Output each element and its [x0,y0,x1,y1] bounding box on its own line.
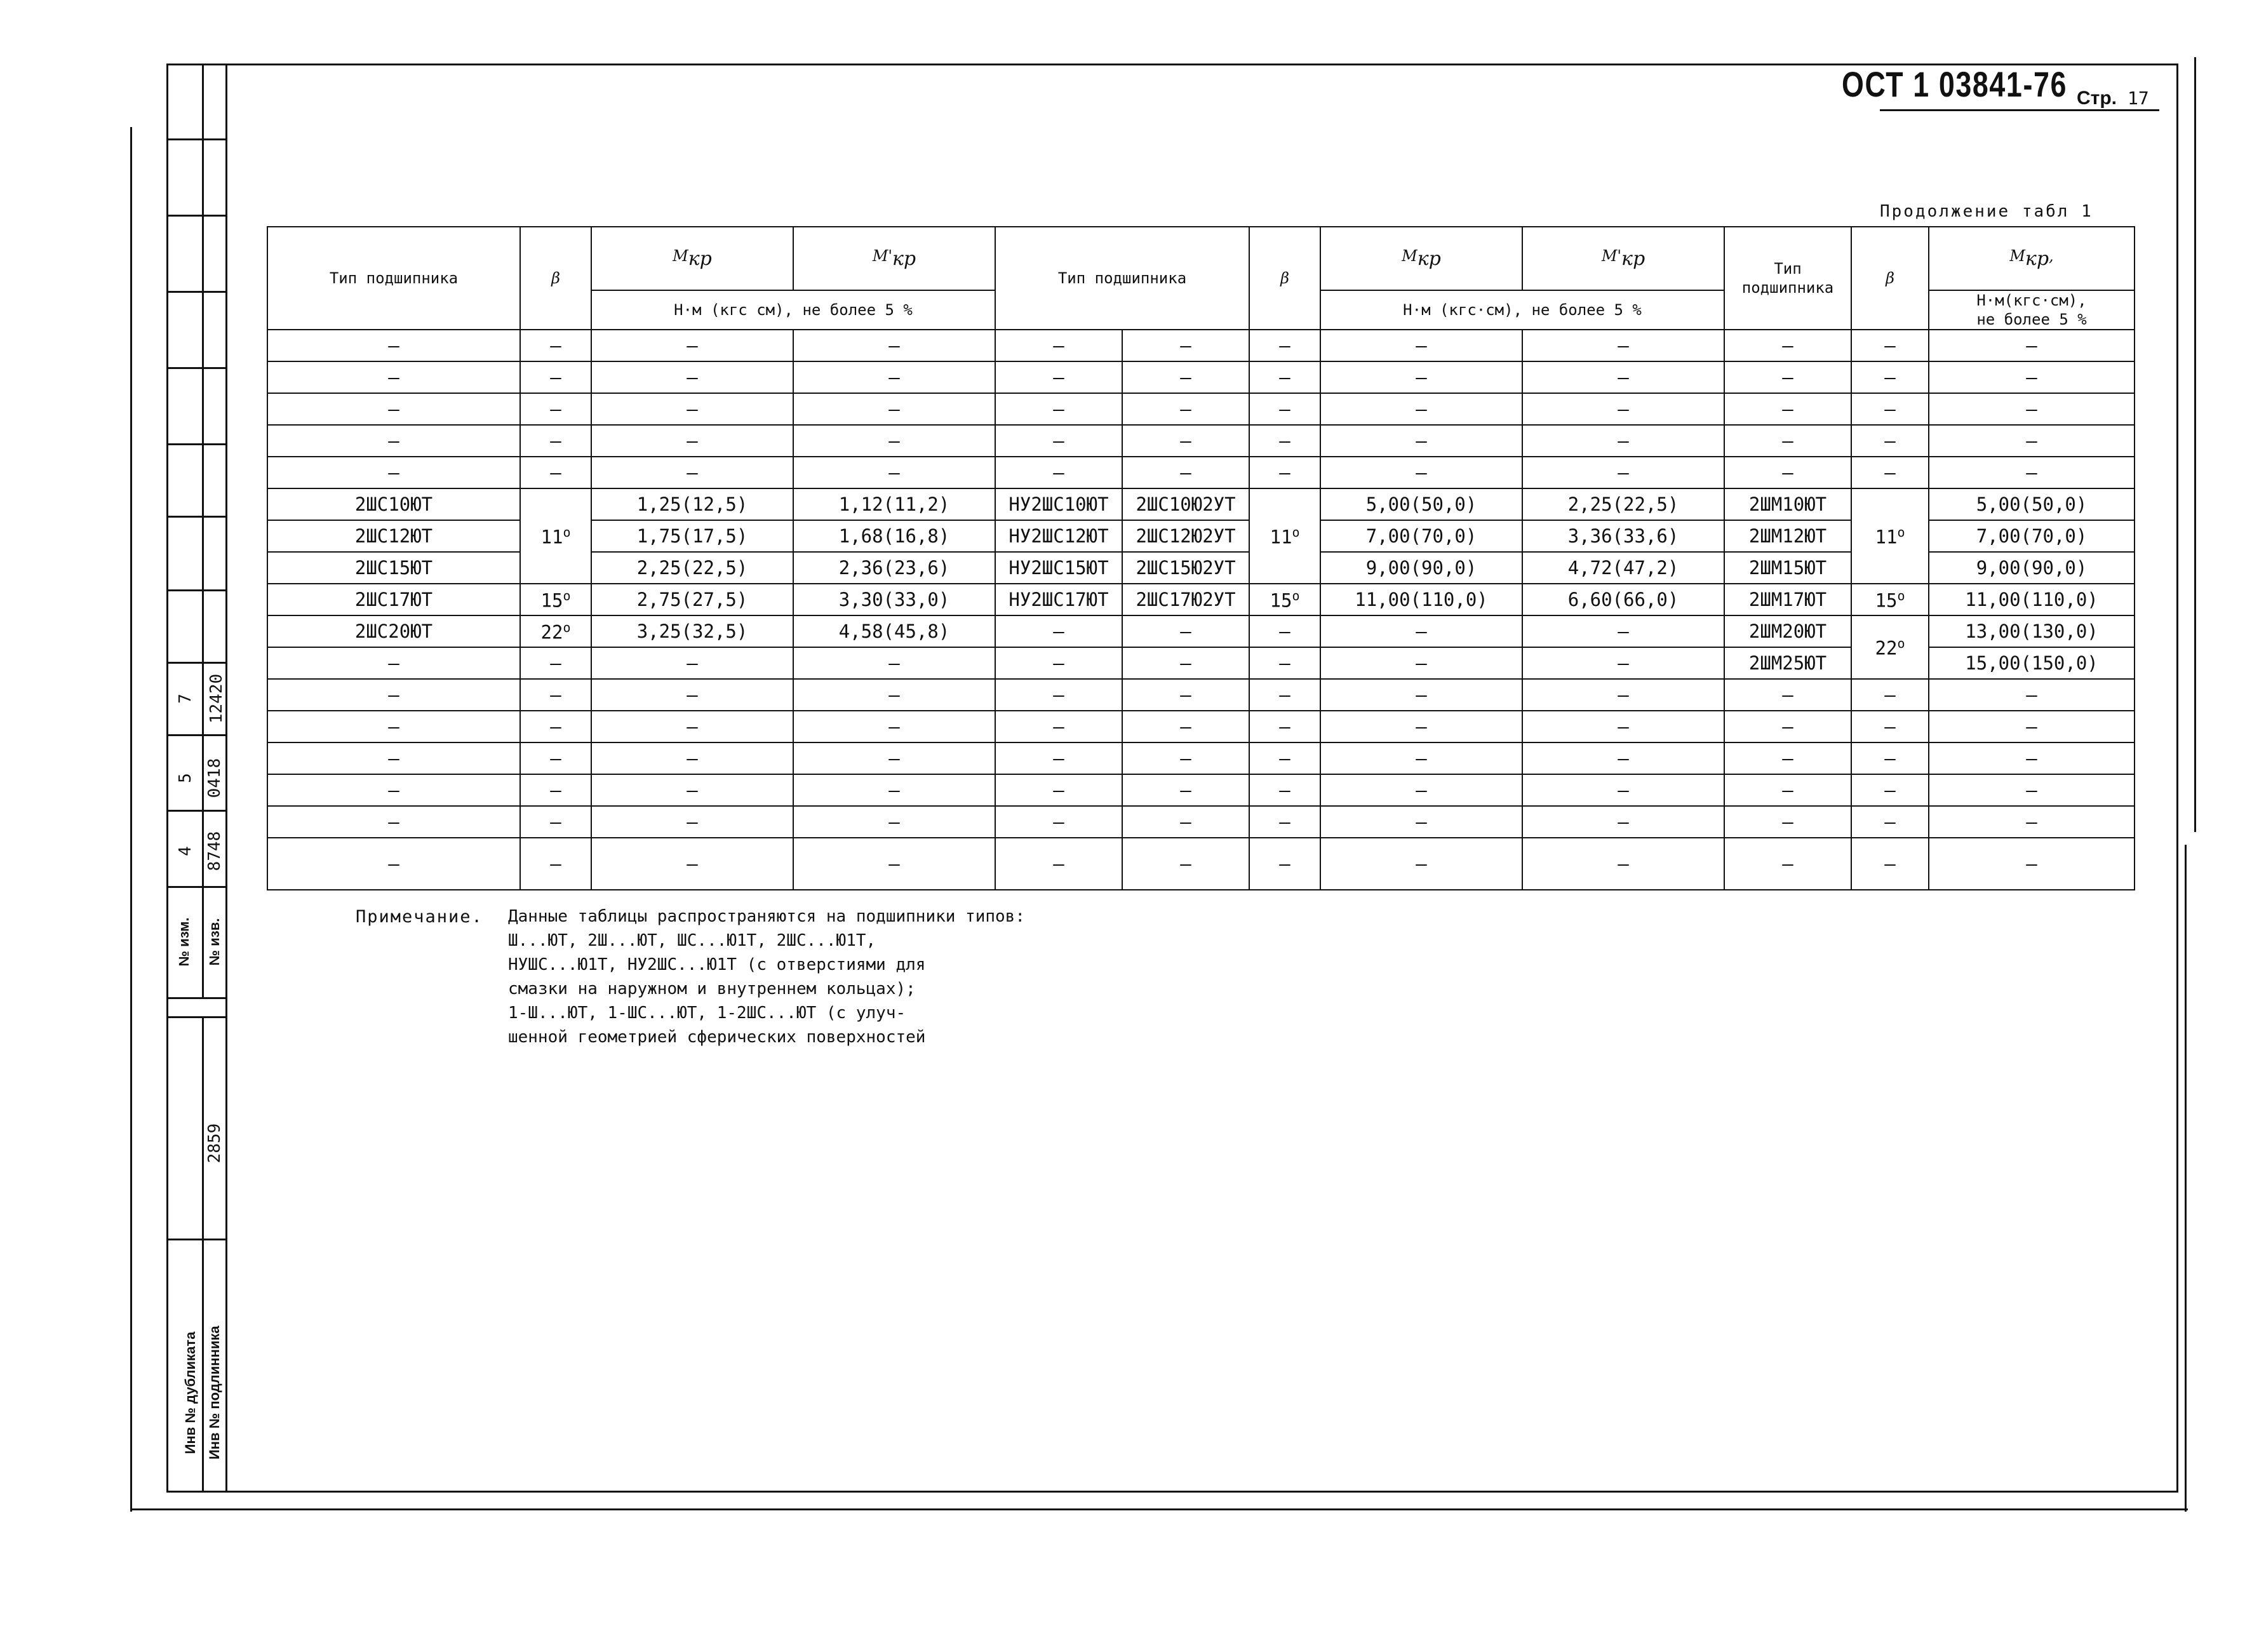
table-row [267,425,2135,457]
header-units-left: Н·м (кгс см), не более 5 % [591,290,995,330]
dash-cell: – [995,774,1122,806]
dash-cell: – [520,425,591,457]
header-units-mid: Н·м (кгс·см), не более 5 % [1320,290,1724,330]
dash-cell: – [1249,679,1320,711]
value-cell: 7,00(70,0) [1929,520,2135,552]
bearing-type-cell: 2ШС17Ю2УТ [1122,584,1249,615]
page-number: 17 [2128,88,2149,109]
dash-cell: – [267,711,520,742]
dash-cell: – [1724,425,1851,457]
table-row [267,361,2135,393]
dash-cell: – [995,457,1122,488]
stamp-inv-orig-value: 2859 [205,1123,224,1164]
stamp-hline [166,215,227,217]
document-code: ОСТ 1 03841-76 [1842,64,2067,104]
note-line: Ш...ЮТ, 2Ш...ЮТ, ШС...Ю1Т, 2ШС...Ю1Т, [508,931,876,950]
dash-cell: – [1249,838,1320,890]
header-bearing-type-2: Тип подшипника [995,227,1249,330]
dash-cell: – [793,679,995,711]
value-cell: 9,00(90,0) [1320,552,1522,584]
dash-cell: – [1929,679,2135,711]
stamp-hline [166,734,227,736]
dash-cell: – [1522,425,1724,457]
value-cell: 2,25(22,5) [591,552,793,584]
header-units-right: Н·м(кгс·см), не более 5 % [1929,290,2135,330]
table-row [267,774,2135,806]
dash-cell: – [591,457,793,488]
stamp-hline [166,443,227,445]
bearing-type-cell: 2ШС15ЮТ [267,552,520,584]
stamp-izv-value: 8748 [205,831,224,871]
dash-cell: – [1320,838,1522,890]
dash-cell: – [793,806,995,838]
dash-cell: – [520,742,591,774]
dash-cell: – [1249,806,1320,838]
table-row [267,806,2135,838]
bearing-type-cell: НУ2ШС15ЮТ [995,552,1122,584]
dash-cell: – [995,615,1122,647]
note-label: Примечание. [356,907,483,927]
dash-cell: – [1724,774,1851,806]
dash-cell: – [1249,615,1320,647]
value-cell: 4,58(45,8) [793,615,995,647]
dash-cell: – [1724,457,1851,488]
value-cell: 13,00(130,0) [1929,615,2135,647]
value-cell: 1,75(17,5) [591,520,793,552]
dash-cell: – [267,774,520,806]
dash-cell: – [520,647,591,679]
dash-cell: – [1122,647,1249,679]
dash-cell: – [520,330,591,361]
value-cell: 5,00(50,0) [1929,488,2135,520]
outer-frame-bottom-line [130,1508,2188,1510]
dash-cell: – [1851,425,1929,457]
dash-cell: – [1724,838,1851,890]
dash-cell: – [1122,838,1249,890]
dash-cell: – [793,361,995,393]
table-row [267,711,2135,742]
value-cell: 3,30(33,0) [793,584,995,615]
table-row [267,838,2135,890]
bearing-type-cell: 2ШМ12ЮТ [1724,520,1851,552]
beta-cell: $11^о$ [520,488,591,584]
table-row [267,679,2135,711]
value-cell: 1,12(11,2) [793,488,995,520]
header-beta-1: β [520,227,591,330]
stamp-inner-divider [202,64,204,997]
dash-cell: – [591,806,793,838]
header-m-1: $M_{кр}$ [591,227,793,290]
dash-cell: – [1724,742,1851,774]
dash-cell: – [1122,330,1249,361]
dash-cell: – [1320,361,1522,393]
bearing-type-cell: 2ШС17ЮТ [267,584,520,615]
beta-cell: $22^о$ [1851,615,1929,679]
dash-cell: – [1522,742,1724,774]
dash-cell: – [1249,393,1320,425]
dash-cell: – [267,361,520,393]
dash-cell: – [267,679,520,711]
dash-cell: – [1929,742,2135,774]
bearing-type-cell: 2ШС12ЮТ [267,520,520,552]
bearing-type-cell: 2ШС12Ю2УТ [1122,520,1249,552]
dash-cell: – [995,806,1122,838]
bearing-type-cell: 2ШМ15ЮТ [1724,552,1851,584]
dash-cell: – [1320,679,1522,711]
note-line: НУШС...Ю1Т, НУ2ШС...Ю1Т (с отверстиями для [508,955,926,974]
dash-cell: – [267,838,520,890]
dash-cell: – [1929,393,2135,425]
header-m-2: $M_{кр}$ [1320,227,1522,290]
header-beta-2: β [1249,227,1320,330]
dash-cell: – [1122,711,1249,742]
bearing-torque-table [267,226,2135,890]
stamp-hline [166,1239,227,1240]
dash-cell: – [995,679,1122,711]
dash-cell: – [793,647,995,679]
dash-cell: – [1122,806,1249,838]
dash-cell: – [1522,679,1724,711]
dash-cell: – [1320,774,1522,806]
value-cell: 4,72(47,2) [1522,552,1724,584]
table-row [267,457,2135,488]
stamp-hline [166,997,227,999]
dash-cell: – [591,330,793,361]
header-rule [1880,109,2159,111]
table-row [267,393,2135,425]
dash-cell: – [1724,806,1851,838]
stamp-izm-value: 5 [176,773,195,783]
dash-cell: – [793,742,995,774]
dash-cell: – [1851,457,1929,488]
dash-cell: – [1320,647,1522,679]
table-row [267,584,2135,615]
stamp-izm-value: 4 [176,846,195,856]
dash-cell: – [995,711,1122,742]
dash-cell: – [1320,330,1522,361]
stamp-izv-value: 0418 [205,758,224,798]
value-cell: 3,25(32,5) [591,615,793,647]
dash-cell: – [793,330,995,361]
dash-cell: – [995,838,1122,890]
dash-cell: – [1929,711,2135,742]
beta-cell: $11^о$ [1851,488,1929,584]
dash-cell: – [1724,393,1851,425]
stamp-hline [166,1016,227,1018]
beta-cell: $11^о$ [1249,488,1320,584]
value-cell: 2,36(23,6) [793,552,995,584]
bearing-type-cell: 2ШМ10ЮТ [1724,488,1851,520]
stamp-hline [166,810,227,812]
dash-cell: – [591,361,793,393]
stamp-hline [166,589,227,591]
dash-cell: – [1522,330,1724,361]
table-row [267,488,2135,520]
header-beta-3: β [1851,227,1929,330]
dash-cell: – [267,425,520,457]
dash-cell: – [1122,774,1249,806]
dash-cell: – [1929,806,2135,838]
dash-cell: – [1122,393,1249,425]
table-row [267,330,2135,361]
stamp-inv-orig-label: Инв № подлинника [206,1326,222,1460]
note-line: 1-Ш...ЮТ, 1-ШС...ЮТ, 1-2ШС...ЮТ (с улуч- [508,1004,906,1023]
stamp-column-divider [225,64,227,1493]
dash-cell: – [1320,742,1522,774]
dash-cell: – [591,393,793,425]
dash-cell: – [267,393,520,425]
dash-cell: – [1320,457,1522,488]
beta-cell: $15^о$ [1851,584,1929,615]
page-label: Стр. [2077,88,2117,109]
stamp-inv-dup-label: Инв № дубликата [182,1331,198,1454]
dash-cell: – [520,393,591,425]
dash-cell: – [793,838,995,890]
bearing-type-cell: 2ШС10Ю2УТ [1122,488,1249,520]
dash-cell: – [1522,615,1724,647]
header-bearing-type-3: Тип подшипника [1724,227,1851,330]
dash-cell: – [1724,679,1851,711]
bearing-type-cell: НУ2ШС10ЮТ [995,488,1122,520]
header-m-prime-1: $M'_{кр}$ [793,227,995,290]
dash-cell: – [1249,361,1320,393]
dash-cell: – [591,838,793,890]
value-cell: 1,68(16,8) [793,520,995,552]
dash-cell: – [1851,393,1929,425]
dash-cell: – [267,330,520,361]
dash-cell: – [520,711,591,742]
dash-cell: – [591,647,793,679]
dash-cell: – [520,457,591,488]
dash-cell: – [793,774,995,806]
stamp-hline [166,367,227,369]
dash-cell: – [1851,711,1929,742]
dash-cell: – [267,806,520,838]
dash-cell: – [1724,330,1851,361]
dash-cell: – [1522,774,1724,806]
header-m-prime-2: $M'_{кр}$ [1522,227,1724,290]
table-row [267,615,2135,647]
dash-cell: – [1249,457,1320,488]
table-row [267,742,2135,774]
dash-cell: – [1851,774,1929,806]
dash-cell: – [1320,711,1522,742]
bearing-type-cell: НУ2ШС12ЮТ [995,520,1122,552]
stamp-hline [166,291,227,293]
bearing-type-cell: 2ШМ17ЮТ [1724,584,1851,615]
dash-cell: – [520,361,591,393]
value-cell: 6,60(66,0) [1522,584,1724,615]
value-cell: 9,00(90,0) [1929,552,2135,584]
dash-cell: – [1320,806,1522,838]
dash-cell: – [520,679,591,711]
dash-cell: – [1929,361,2135,393]
value-cell: 3,36(33,6) [1522,520,1724,552]
stamp-hline [166,138,227,140]
dash-cell: – [591,425,793,457]
bearing-type-cell: 2ШС10ЮТ [267,488,520,520]
stamp-izm-value: 7 [176,694,195,704]
dash-cell: – [1851,330,1929,361]
bearing-type-cell: 2ШМ20ЮТ [1724,615,1851,647]
dash-cell: – [1929,425,2135,457]
dash-cell: – [591,742,793,774]
outer-frame-right-line [2185,845,2187,1512]
dash-cell: – [995,330,1122,361]
beta-cell: $22^о$ [520,615,591,647]
stamp-hline [166,516,227,518]
value-cell: 5,00(50,0) [1320,488,1522,520]
stamp-hline [166,886,227,888]
dash-cell: – [591,711,793,742]
stamp-hline [166,662,227,664]
table-continuation-label: Продолжение табл 1 [1880,202,2093,221]
bearing-type-cell: НУ2ШС17ЮТ [995,584,1122,615]
dash-cell: – [1522,711,1724,742]
dash-cell: – [995,361,1122,393]
dash-cell: – [995,425,1122,457]
dash-cell: – [1522,838,1724,890]
dash-cell: – [1249,425,1320,457]
dash-cell: – [1522,457,1724,488]
note-line: смазки на наружном и внутреннем кольцах); [508,979,916,998]
dash-cell: – [267,742,520,774]
dash-cell: – [1851,361,1929,393]
dash-cell: – [1122,679,1249,711]
dash-cell: – [1929,457,2135,488]
stamp-izm-label: № изм. [176,917,192,967]
dash-cell: – [520,838,591,890]
dash-cell: – [1724,361,1851,393]
dash-cell: – [267,647,520,679]
dash-cell: – [1320,425,1522,457]
dash-cell: – [591,679,793,711]
dash-cell: – [1851,742,1929,774]
dash-cell: – [1249,742,1320,774]
note-line: Данные таблицы распространяются на подшипники типов: [508,907,1025,926]
stamp-izv-value: 12420 [207,673,226,724]
value-cell: 11,00(110,0) [1929,584,2135,615]
outer-frame-right-line-top [2194,57,2196,832]
value-cell: 11,00(110,0) [1320,584,1522,615]
dash-cell: – [1249,647,1320,679]
bearing-type-cell: 2ШМ25ЮТ [1724,647,1851,679]
dash-cell: – [995,742,1122,774]
dash-cell: – [1320,615,1522,647]
header-bearing-type-1: Тип подшипника [267,227,520,330]
dash-cell: – [995,647,1122,679]
note-line: шенной геометрией сферических поверхностей [508,1028,926,1047]
value-cell: 2,25(22,5) [1522,488,1724,520]
stamp-izv-label: № изв. [206,918,222,966]
bearing-type-cell: 2ШС20ЮТ [267,615,520,647]
value-cell: 15,00(150,0) [1929,647,2135,679]
dash-cell: – [1122,425,1249,457]
value-cell: 2,75(27,5) [591,584,793,615]
value-cell: 7,00(70,0) [1320,520,1522,552]
dash-cell: – [267,457,520,488]
dash-cell: – [1122,457,1249,488]
header-m-3: $M_{кр}$, [1929,227,2135,290]
beta-cell: $15^о$ [520,584,591,615]
bearing-type-cell: 2ШС15Ю2УТ [1122,552,1249,584]
dash-cell: – [1522,393,1724,425]
outer-frame-left-line [130,127,132,1512]
dash-cell: – [793,457,995,488]
dash-cell: – [520,806,591,838]
dash-cell: – [1929,838,2135,890]
dash-cell: – [1122,742,1249,774]
dash-cell: – [793,393,995,425]
value-cell: 1,25(12,5) [591,488,793,520]
dash-cell: – [1320,393,1522,425]
beta-cell: $15^о$ [1249,584,1320,615]
dash-cell: – [1929,774,2135,806]
stamp-lower-divider [202,1016,204,1493]
dash-cell: – [1851,838,1929,890]
dash-cell: – [793,425,995,457]
dash-cell: – [995,393,1122,425]
dash-cell: – [1522,806,1724,838]
dash-cell: – [591,774,793,806]
dash-cell: – [1851,679,1929,711]
dash-cell: – [1249,711,1320,742]
dash-cell: – [1249,774,1320,806]
dash-cell: – [1851,806,1929,838]
dash-cell: – [1724,711,1851,742]
dash-cell: – [793,711,995,742]
dash-cell: – [1122,615,1249,647]
dash-cell: – [1929,330,2135,361]
dash-cell: – [1122,361,1249,393]
dash-cell: – [520,774,591,806]
dash-cell: – [1522,647,1724,679]
dash-cell: – [1249,330,1320,361]
dash-cell: – [1522,361,1724,393]
